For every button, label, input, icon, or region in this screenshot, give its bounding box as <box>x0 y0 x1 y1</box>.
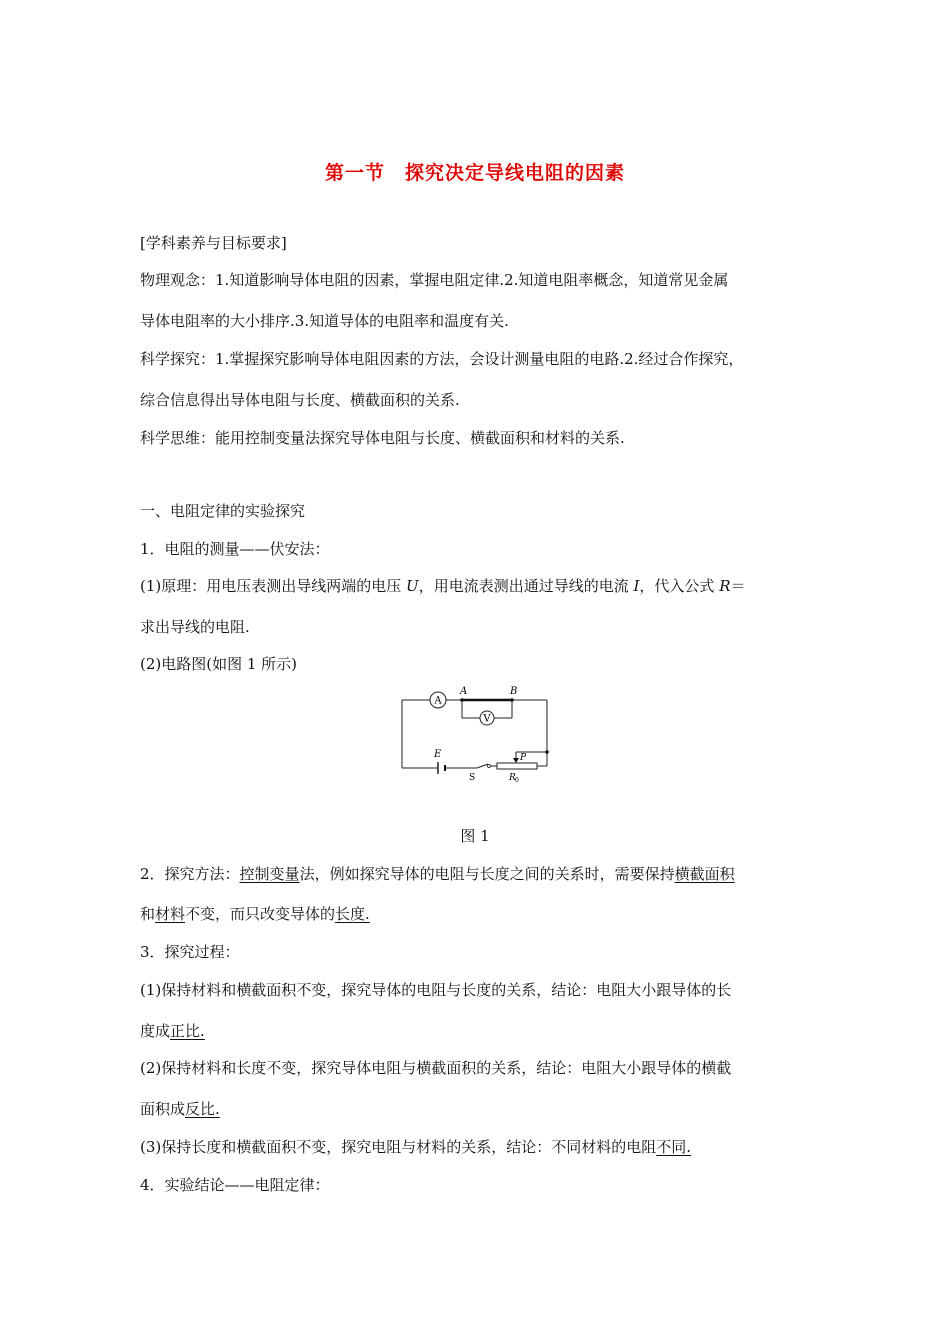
process-1-text: 度成 <box>140 1022 171 1040</box>
process-3-text: (3)保持长度和横截面积不变，探究电阻与材料的关系，结论：不同材料的电阻 <box>140 1138 657 1156</box>
label-r0: R <box>509 773 516 783</box>
label-a: A <box>460 686 468 697</box>
label-p: P <box>520 753 527 763</box>
goals-header: [学科素养与目标要求] <box>140 234 287 252</box>
principle-text-c: ，代入公式 <box>639 577 720 595</box>
var-i: I <box>633 577 640 595</box>
goals-line-2: 导体电阻率的大小排序.3.知道导体的电阻率和温度有关. <box>140 312 509 330</box>
item-1: 1．电阻的测量——伏安法： <box>140 540 330 558</box>
circuit-caption-line: (2)电路图(如图 1 所示) <box>140 655 298 673</box>
answer-inverse: 反比. <box>185 1100 220 1118</box>
answer-cross-section: 横截面积 <box>674 865 735 883</box>
goals-line-4: 综合信息得出导体电阻与长度、横截面积的关系. <box>140 391 460 409</box>
page-title: 第一节 探究决定导线电阻的因素 <box>324 162 625 184</box>
process-2-text: 面积成 <box>140 1100 186 1118</box>
var-u: U <box>406 577 419 595</box>
voltmeter-label: V <box>483 713 491 725</box>
var-r: R <box>719 577 731 595</box>
process-2-line-2 <box>140 1099 220 1119</box>
answer-control-variable: 控制变量 <box>239 865 300 883</box>
item-3: 3．探究过程： <box>140 943 240 961</box>
item-2-text-b: 法，例如探究导体的电阻与长度之间的关系时，需要保持 <box>299 865 675 883</box>
figure-caption: 图 1 <box>460 827 490 845</box>
answer-material: 材料 <box>155 905 186 923</box>
ammeter-label: A <box>434 695 442 707</box>
label-r0-subscript: 0 <box>515 777 519 784</box>
goals-line-3: 科学探究：1.掌握探究影响导体电阻因素的方法，会设计测量电阻的电路.2.经过合作探究， <box>140 350 744 368</box>
label-b: B <box>510 686 518 697</box>
goals-line-1: 物理观念：1.知道影响导体电阻的因素，掌握电阻定律.2.知道电阻率概念，知道常见金属 <box>140 271 729 289</box>
circuit-diagram <box>392 680 562 790</box>
principle-text-a: (1)原理：用电压表测出导线两端的电压 <box>140 577 407 595</box>
item-4: 4．实验结论——电阻定律： <box>140 1176 330 1194</box>
goals-line-5: 科学思维：能用控制变量法探究导体电阻与长度、横截面积和材料的关系. <box>140 429 625 447</box>
principle-text-b: ，用电流表测出通过导线的电流 <box>418 577 634 595</box>
process-3-line <box>140 1137 691 1157</box>
principle-line-1 <box>140 576 746 596</box>
label-s: S <box>469 773 476 783</box>
label-e: E <box>434 749 442 760</box>
item-2-text-c: 和 <box>140 905 156 923</box>
process-1-line-2 <box>140 1021 205 1041</box>
section-heading: 一、电阻定律的实验探究 <box>140 502 306 520</box>
item-2-line-1 <box>140 864 735 884</box>
process-1-line-1: (1)保持材料和横截面积不变，探究导体的电阻与长度的关系，结论：电阻大小跟导体的长 <box>140 981 732 999</box>
item-2-text-d: 不变，而只改变导体的 <box>185 905 336 923</box>
item-2-line-2 <box>140 904 370 924</box>
process-2-line-1: (2)保持材料和长度不变，探究导体电阻与横截面积的关系，结论：电阻大小跟导体的横截 <box>140 1059 732 1077</box>
principle-text-d: ＝ <box>730 577 746 595</box>
item-2-text-a: 2．探究方法： <box>140 865 240 883</box>
principle-line-2: 求出导线的电阻. <box>140 618 250 636</box>
answer-length: 长度. <box>335 905 370 923</box>
answer-proportional: 正比. <box>170 1022 205 1040</box>
answer-different: 不同. <box>656 1138 692 1156</box>
